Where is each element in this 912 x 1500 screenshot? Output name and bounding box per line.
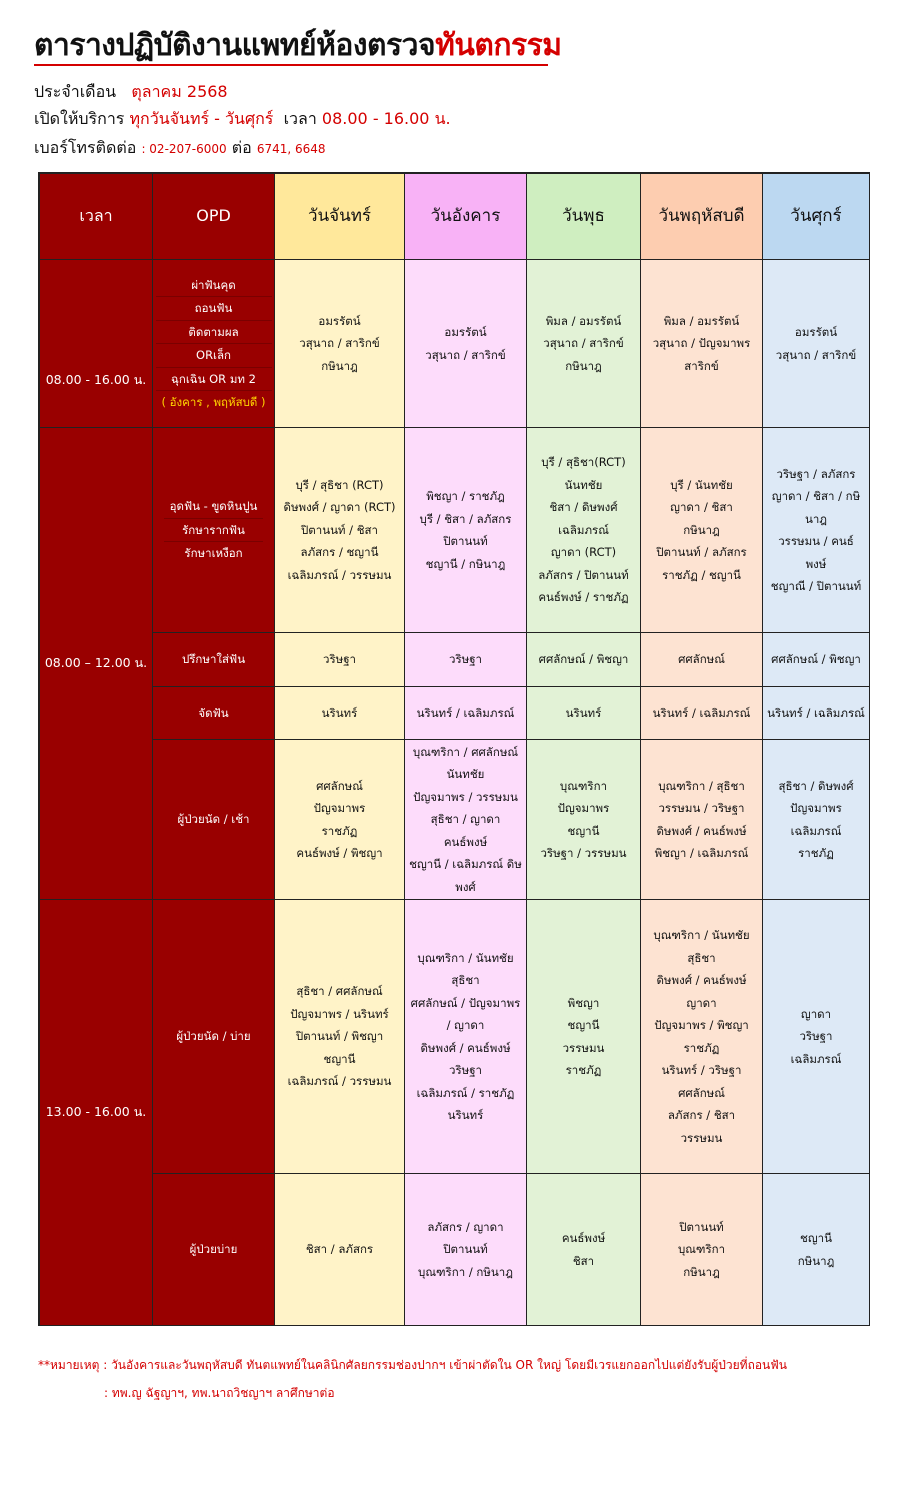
schedule-cell-r7-tue [405,1174,527,1326]
doctor-name-line: ปัญจมาพร / พิชญา [654,1018,749,1032]
doctor-name-line: ปัญจมาพร [790,801,842,815]
doctor-names [420,485,512,575]
doctor-name-line: ลภัสกร / ชิสา [667,1108,736,1122]
doctor-names [449,648,482,671]
ext-numbers: 6741, 6648 [256,142,326,156]
opd-item: ORเล็ก [156,344,272,368]
schedule-cell-r3-mon [275,633,405,687]
doctor-name-line: อมรรัตน์ [444,325,487,339]
doctor-name-line: ศศลักษณ์ [678,652,725,667]
doctor-names [323,648,356,671]
doctor-name-line: เฉลิมภรณ์ / ราชภัฏ [416,1085,515,1100]
doctor-names [322,702,358,725]
schedule-cell-r7-wed [527,1174,641,1326]
doctor-names [653,310,751,378]
schedule-cell-r2-thu [641,428,763,633]
schedule-cell-r2-fri [763,428,870,633]
doctor-name-line: เฉลิมภรณ์ / วรรษมน [287,567,392,582]
doctor-name-line: ชญานี / เฉลิมภรณ์ ดิษ [409,857,522,872]
doctor-name-line: / ญาดา [446,1018,485,1032]
doctor-name-line: ปิตานนท์ / ชิสา [300,522,378,537]
doctor-name-line: ญาดา / ชิสา [670,500,733,515]
doctor-name-line: พิมล / อมรรัตน์ [545,313,622,328]
schedule-cell-r5-tue [405,740,527,900]
doctor-names [655,775,749,865]
opd-surgery [153,260,275,428]
opd-item: ฉุกเฉิน OR มท 2 [156,368,272,392]
doctor-name-line: ราชภัฏ [683,1040,720,1055]
doctor-name-line: ราชภัฏ [321,823,358,838]
doctor-name-line: ปัญจมาพร [557,801,610,815]
phone-line [34,136,326,161]
doctor-names [798,1227,835,1272]
page-title [34,22,562,69]
schedule-cell-r7-mon [275,1174,405,1326]
service-line [34,107,451,132]
doctor-name-line: สุธิชา [451,973,480,987]
doctor-name-line: บุณฑริกา / นันทชัย [653,928,750,942]
doctor-name-line: เฉลิมภรณ์ / วรรษมน [287,1074,392,1089]
schedule-cell-r7-fri [763,1174,870,1326]
doctor-name-line: ดิษพงศ์ / คนธ์พงษ์ [656,973,747,987]
doctor-name-line: กษินาฎ [683,522,720,537]
schedule-cell-r5-mon [275,740,405,900]
schedule-cell-r2-mon [275,428,405,633]
doctor-name-line: นรินทร์ / เฉลิมภรณ์ [652,705,751,720]
opd-item: ผ่าฟันคุด [156,274,272,298]
doctor-name-line: อมรรัตน์ [318,313,361,328]
doctor-name-line: ญาดา (RCT) [550,545,617,560]
doctor-name-line: วริษฐา [799,1029,833,1044]
doctor-name-line: วสุนาถ / สาริกข์ [775,347,857,362]
schedule-table [38,172,870,1326]
doctor-name-line: พิชญา / ราชภัฎ [426,489,505,503]
doctor-name-line: ศศลักษณ์ / ปัญจมาพร [410,995,521,1010]
doctor-name-line: อมรรัตน์ [794,325,838,339]
doctor-name-line: ปัญจมาพร / วรรษมน [413,789,518,804]
doctor-name-line: วสุนาถ / สาริกข์ [543,336,624,351]
doctor-names [425,321,505,366]
doctor-name-line: วรรษมน / คนธ์ [778,534,854,548]
schedule-cell-r6-tue [405,900,527,1174]
doctor-name-line: บุรี / สุธิชา(RCT) [541,455,626,470]
doctor-name-line: นรินทร์ [447,1108,484,1122]
doctor-name-line: วรรษมน / วริษฐา [658,801,745,815]
doctor-name-line: นันทชัย [564,477,603,492]
doctor-name-line: ชญานี [800,1231,832,1245]
doctor-name-line: บุณฑริกา / สุธิชา [658,778,745,793]
doctor-name-line: ศศลักษณ์ / พิชญา [538,652,629,667]
doctor-names [791,1003,842,1071]
title-accent: ทันตกรรม [435,28,562,63]
doctor-names [538,451,629,609]
schedule-cell-r2-tue [405,428,527,633]
doctor-names [299,310,379,378]
time-slot-afternoon: 13.00 - 16.00 น. [40,900,153,1326]
doctor-name-line: กษินาฎ [797,1253,835,1268]
doctor-name-line: ชญานี [323,1051,356,1066]
month-value: ตุลาคม 2568 [131,82,228,101]
doctor-name-line: ราชภัฏ / ชญานี [662,567,741,582]
doctor-name-line: พงศ์ [455,879,476,894]
doctor-name-line: นรินทร์ [565,705,602,720]
doctor-name-line: ดิษพงศ์ / คนธ์พงษ์ [420,1040,511,1055]
footnote-2: : ทพ.ญ ฉัฐญาฯ, ทพ.นาถวิชญาฯ ลาศึกษาต่อ [104,1386,335,1400]
column-header-time: เวลา [40,174,153,260]
column-header-thursday: วันพฤหัสบดี [641,174,763,260]
ext-label: ต่อ [231,138,252,157]
doctor-name-line: วสุนาถ / สาริกข์ [425,347,506,362]
phone-label: เบอร์โทรติดต่อ [34,138,137,157]
column-header-tuesday: วันอังคาร [405,174,527,260]
doctor-names [540,775,626,865]
service-time-label: เวลา [283,109,317,128]
doctor-name-line: วริษฐา [448,1063,483,1077]
footnote-1: **หมายเหตุ : วันอังคารและวันพฤหัสบดี ทันตแพทย์ในคลินิกศัลยกรรมช่องปากฯ เข้าผ่าตัดใน OR ใหญ่ โดยมีเวรแยกออกไปแต่ยังรับผู้ป่วยที่ถอนฟัน [38,1358,787,1372]
doctor-name-line: บุรี / ชิสา / ลภัสกร [419,511,512,526]
doctor-name-line: นันทชัย [446,767,485,782]
schedule-cell-r2-wed [527,428,641,633]
opd-item: อุดฟัน - ขูดหินปูน [164,495,264,519]
doctor-name-line: ปัญจมาพร / นรินทร์ [290,1006,389,1021]
opd-item: ติดตามผล [156,321,272,345]
opd-prosthodontic-consult: ปรึกษาใส่ฟัน [153,633,275,687]
schedule-cell-r7-thu [641,1174,763,1326]
doctor-name-line: ชิสา [572,1253,595,1268]
time-slot-full-day: 08.00 - 16.00 น. [40,260,153,428]
doctor-name-line: ชิสา / ดิษพงศ์ [549,500,618,515]
doctor-name-line: เฉลิมภรณ์ [558,522,609,537]
doctor-names [566,702,602,725]
schedule-cell-r4-fri [763,687,870,740]
doctor-names [296,775,382,865]
doctor-name-line: คนธ์พงษ์ / ราชภัฏ [538,590,629,605]
doctor-names [778,775,853,865]
schedule-cell-r1-fri [763,260,870,428]
doctor-name-line: ลภัสกร / ญาดา [427,1219,504,1234]
doctor-names [562,1227,605,1272]
schedule-cell-r5-thu [641,740,763,900]
opd-afternoon-patients: ผู้ป่วยบ่าย [153,1174,275,1326]
schedule-cell-r1-mon [275,260,405,428]
schedule-cell-r1-thu [641,260,763,428]
service-label: เปิดให้บริการ [34,109,125,128]
schedule-cell-r3-tue [405,633,527,687]
title-main: ตารางปฏิบัติงานแพทย์ห้องตรวจ [34,28,436,63]
schedule-cell-r6-wed [527,900,641,1174]
opd-item: ถอนฟัน [156,297,272,321]
doctor-names [411,947,521,1127]
time-slot-morning: 08.00 – 12.00 น. [40,428,153,900]
doctor-name-line: ปัญจมาพร [313,801,366,815]
doctor-names [417,702,515,725]
doctor-names [306,1238,373,1261]
doctor-names [771,648,861,671]
doctor-name-line: วสุนาถ / สาริกข์ [299,336,380,351]
doctor-name-line: ปิตานนท์ [443,534,488,548]
doctor-name-line: ปิตานนท์ [443,1242,488,1257]
opd-appointment-afternoon: ผู้ป่วยนัด / บ่าย [153,900,275,1174]
doctor-name-line: ญาดา [686,995,717,1010]
opd-general-list [164,495,264,565]
doctor-name-line: ชิสา / ลภัสกร [305,1242,374,1257]
doctor-name-line: ลภัสกร / ปิตานนท์ [538,567,629,582]
opd-orthodontics: จัดฟัน [153,687,275,740]
doctor-name-line: ญาดา [800,1006,832,1021]
doctor-name-line: ปิตานนท์ / พิชญา [295,1029,384,1044]
opd-general [153,428,275,633]
doctor-name-line: พิชญา [567,995,600,1010]
doctor-names [653,702,751,725]
doctor-name-line: ดิษพงศ์ / คนธ์พงษ์ [656,823,747,838]
schedule-cell-r1-tue [405,260,527,428]
doctor-name-line: วริษฐา [322,652,357,667]
doctor-name-line: กษินาฎ [683,1264,720,1279]
schedule-cell-r5-wed [527,740,641,900]
month-label: ประจำเดือน [34,82,117,101]
month-line [34,80,228,105]
schedule-cell-r4-mon [275,687,405,740]
schedule-cell-r3-fri [763,633,870,687]
doctor-names [767,702,865,725]
doctor-name-line: ชญาณี / ปิตานนท์ [770,579,862,593]
doctor-name-line: ชญานี [567,823,600,838]
doctor-names [543,310,623,378]
doctor-name-line: บุณฑริกา / ศศลักษณ์ [412,744,519,759]
doctor-names [771,463,861,598]
doctor-names [418,1216,513,1284]
doctor-name-line: สาริกข์ [684,358,719,373]
doctor-name-line: วริษฐา / ลภัสกร [776,466,856,481]
doctor-names [656,474,747,587]
schedule-cell-r3-thu [641,633,763,687]
column-header-opd: OPD [153,174,275,260]
doctor-name-line: วริษฐา [448,652,483,667]
doctor-names [539,648,629,671]
opd-item: รักษาเหงือก [184,546,243,561]
schedule-cell-r6-mon [275,900,405,1174]
doctor-name-line: บุณฑริกา / นันทชัย [417,950,514,965]
doctor-name-line: ราชภัฏ [798,846,834,860]
doctor-name-line: คนธ์พงษ์ / พิชญา [296,846,383,860]
doctor-name-line: วริษฐา / วรรษมน [540,846,627,860]
doctor-name-line: เฉลิมภรณ์ [790,823,842,838]
column-header-friday: วันศุกร์ [763,174,870,260]
doctor-names [409,741,522,899]
schedule-cell-r1-wed [527,260,641,428]
doctor-name-line: คนธ์พงษ์ [443,834,488,849]
service-days: ทุกวันจันทร์ - วันศุกร์ [129,109,274,128]
opd-item: ( อังคาร , พฤหัสบดี ) [161,395,266,409]
title-underline [34,64,548,66]
doctor-name-line: ปิตานนท์ [679,1219,724,1234]
column-header-wednesday: วันพุธ [527,174,641,260]
doctor-name-line: สุธิชา [687,950,716,965]
doctor-name-line: กษินาฎ [321,358,358,373]
doctor-name-line: ชญานี [567,1018,600,1032]
schedule-cell-r4-wed [527,687,641,740]
doctor-name-line: ปิตานนท์ / ลภัสกร [656,545,747,560]
doctor-names [563,992,605,1082]
doctor-name-line: บุณฑริกา [677,1242,726,1257]
opd-appointment-morning: ผู้ป่วยนัด / เช้า [153,740,275,900]
doctor-name-line: นรินทร์ / เฉลิมภรณ์ [767,705,865,720]
doctor-name-line: กษินาฎ [565,358,602,373]
doctor-name-line: นรินทร์ [321,705,358,720]
schedule-cell-r6-fri [763,900,870,1174]
doctor-names [283,474,395,587]
doctor-names [653,924,749,1149]
doctor-name-line: พงษ์ [805,556,827,571]
doctor-name-line: บุรี / สุธิชา (RCT) [295,477,384,492]
doctor-name-line: วรรษมน [562,1040,605,1055]
service-time: 08.00 - 16.00 น. [321,109,451,128]
doctor-names [288,980,392,1093]
doctor-name-line: นรินทร์ / เฉลิมภรณ์ [416,705,515,720]
doctor-name-line: นาฎ [804,511,828,526]
doctor-name-line: คนธ์พงษ์ [561,1231,606,1245]
doctor-name-line: บุณฑริกา [559,778,608,793]
opd-item: รักษารากฟัน [164,519,264,543]
doctor-name-line: สุธิชา / ญาดา [430,812,501,827]
doctor-name-line: สุธิชา / ดิษพงศ์ [778,778,854,793]
schedule-cell-r6-thu [641,900,763,1174]
schedule-cell-r5-fri [763,740,870,900]
doctor-name-line: สุธิชา / ศศลักษณ์ [296,984,383,999]
doctor-name-line: ดิษพงศ์ / ญาดา (RCT) [283,500,396,515]
doctor-name-line: ลภัสกร / ชญานี [300,545,379,560]
doctor-name-line: พิชญา / เฉลิมภรณ์ [654,846,749,860]
doctor-name-line: ราชภัฏ [565,1063,602,1077]
doctor-name-line: พิมล / อมรรัตน์ [663,313,740,328]
doctor-names [678,648,725,671]
doctor-name-line: ชญานี / กษินาฎ [425,556,506,571]
doctor-name-line: ญาดา / ชิสา / กษิ [771,489,861,503]
opd-surgery-list [156,274,272,414]
schedule-cell-r4-thu [641,687,763,740]
doctor-name-line: บุรี / นันทชัย [670,477,733,492]
column-header-monday: วันจันทร์ [275,174,405,260]
doctor-name-line: ศศลักษณ์ [316,778,363,793]
doctor-name-line: บุณฑริกา / กษินาฎ [418,1264,513,1279]
doctor-name-line: วรรษมน [680,1130,723,1145]
phone-number: : 02-207-6000 [141,142,227,156]
doctor-name-line: ศศลักษณ์ / พิชญา [771,652,861,667]
doctor-names [678,1216,725,1284]
schedule-cell-r4-tue [405,687,527,740]
doctor-name-line: เฉลิมภรณ์ [790,1051,842,1066]
doctor-names [776,321,856,366]
doctor-name-line: ศศลักษณ์ [678,1085,725,1100]
schedule-cell-r3-wed [527,633,641,687]
doctor-name-line: วสุนาถ / ปัญจมาพร [652,336,751,351]
doctor-name-line: นรินทร์ / วริษฐา [661,1063,742,1077]
